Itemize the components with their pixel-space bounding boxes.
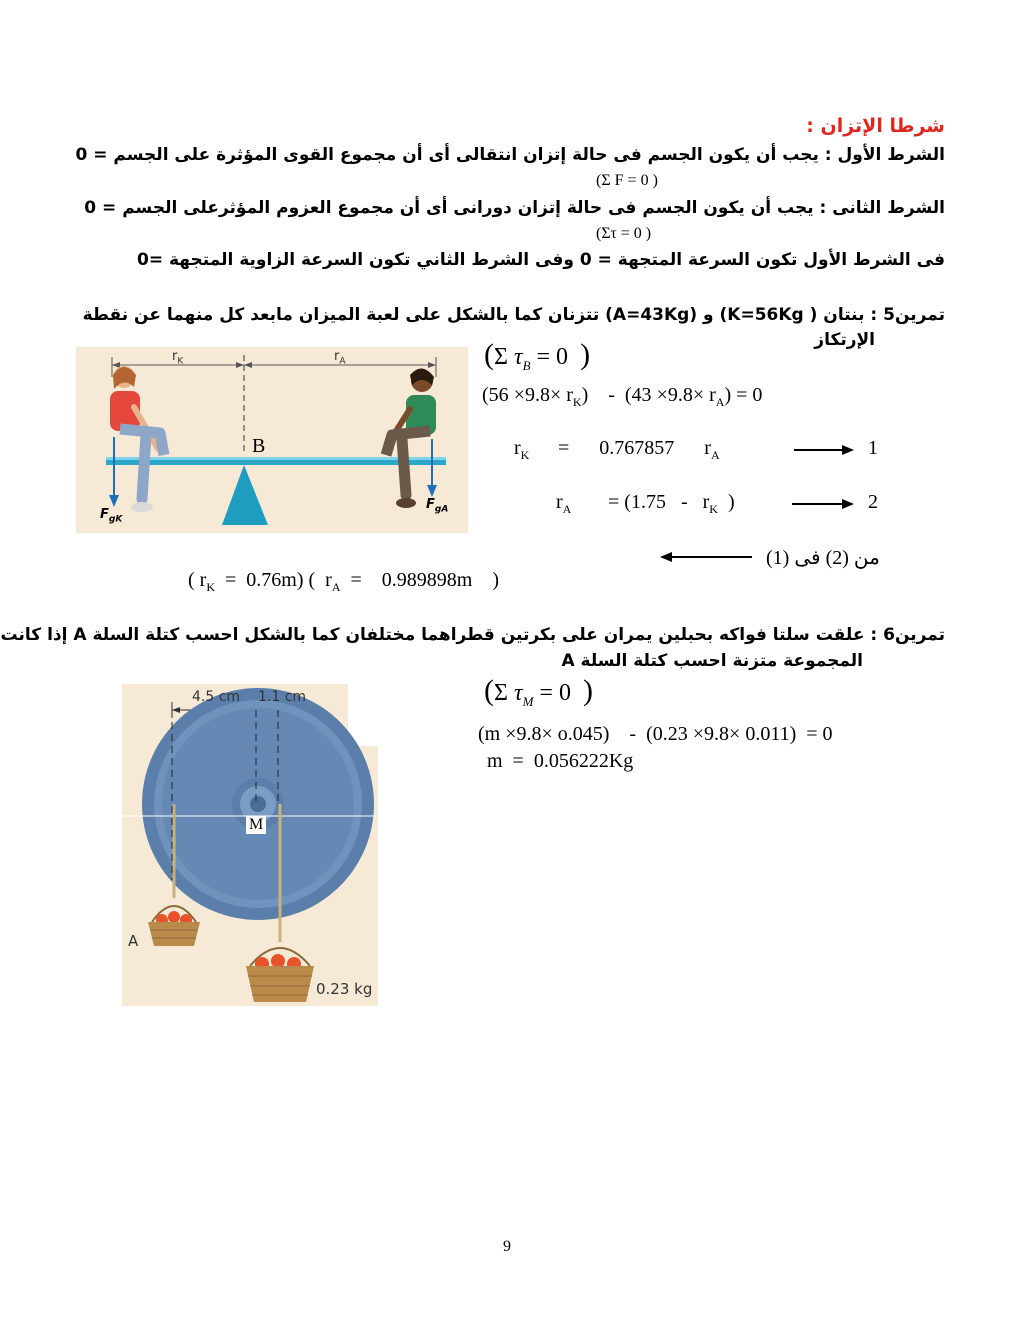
exercise5-question-cont: الإرتكاز xyxy=(814,330,875,350)
arrow-from xyxy=(670,556,752,558)
equation-number-2: 2 xyxy=(868,491,878,513)
seesaw-figure xyxy=(76,347,468,533)
first-condition-text: الشرط الأول : يجب أن يكون الجسم فى حالة إتزان انتقالى أى أن مجموع القوى المؤثرة على الجسم = 0 xyxy=(75,145,945,165)
pivot-label: B xyxy=(252,435,266,457)
ex6-equation-1: (m ×9.8× o.045) - (0.23 ×9.8× 0.011) = 0 xyxy=(478,723,833,745)
fgk-label: $F_{gK}$ xyxy=(100,507,123,525)
arrow-to-2 xyxy=(792,503,844,505)
first-condition-equation: (Σ F = 0 ) xyxy=(596,172,658,189)
ex5-equation-2: $r_K$ xyxy=(514,437,530,462)
ex5-equation-3-rhs: = ($1.75 - r_K$ ) xyxy=(608,491,735,516)
section-title: شرطا الإتزان : xyxy=(806,115,945,137)
pulley-figure xyxy=(122,684,378,1006)
ex6-equation-2: m = 0.056222Kg xyxy=(487,750,634,772)
radius-large-label: 4.5 cm xyxy=(192,689,241,705)
basket-b-icon xyxy=(246,948,314,1002)
second-condition-text: الشرط الثانى : يجب أن يكون الجسم فى حالة إتزان دورانى أى أن مجموع العزوم المؤثرعلى الجسم = 0 xyxy=(84,198,945,218)
torque-sum-m: (Σ $\tau_M = 0$ ) xyxy=(484,674,593,709)
girl-k-icon xyxy=(110,366,164,512)
velocity-note: فى الشرط الأول تكون السرعة المتجهة = 0 وفى الشرط الثاني تكون السرعة الزاوية المتجهة =0 xyxy=(136,250,945,270)
exercise6-question: تمرين6 : علقت سلتا فواكه بحبلين يمران على بكرتين قطراهما مختلفان كما بالشكل احسب كتلة السلة A إذا كانت xyxy=(0,625,945,645)
pulley-illustration xyxy=(122,684,378,1006)
ex5-result: ( $r_K = 0.76m$) ( $r_A$ = 0.989898m ) xyxy=(188,569,499,594)
equation-number-1: 1 xyxy=(868,437,878,459)
rk-label: $r_K$ xyxy=(172,349,184,367)
ex5-equation-3: $r_A$ xyxy=(556,491,572,516)
basket-b-mass-label: 0.23 kg xyxy=(316,980,373,998)
exercise5-question: تمرين5 : بنتان ( K=56Kg) و (A=43Kg) تتزنان كما بالشكل على لعبة الميزان مابعد كل منهما عن نقطة xyxy=(82,305,945,325)
page-number: 9 xyxy=(503,1238,511,1255)
fga-label: $F_{gA}$ xyxy=(426,497,449,515)
basket-a-label: A xyxy=(128,932,139,950)
second-condition-equation: (Στ = 0 ) xyxy=(596,225,652,242)
exercise6-question-cont: المجموعة متزنة احسب كتلة السلة A xyxy=(561,651,863,671)
pulley-center-label: M xyxy=(246,816,266,834)
ra-label: $r_A$ xyxy=(334,349,346,367)
seesaw-illustration xyxy=(76,347,468,533)
ex5-equation-2-rhs: = 0.767857 $r_A$ xyxy=(558,437,720,462)
substitution-note: من (2) فى (1) xyxy=(766,547,880,569)
radius-small-label: 1.1 cm xyxy=(258,689,307,705)
seesaw-pivot xyxy=(222,465,268,525)
basket-a-icon xyxy=(148,906,200,946)
ex5-equation-1: $(56 \times 9.8\times r_K)$ - $(43 \times 9.8\times r_A) = 0$ xyxy=(482,384,763,409)
arrow-to-1 xyxy=(794,449,844,451)
torque-sum-b: (Σ $\tau_B = 0$ ) xyxy=(484,338,591,373)
